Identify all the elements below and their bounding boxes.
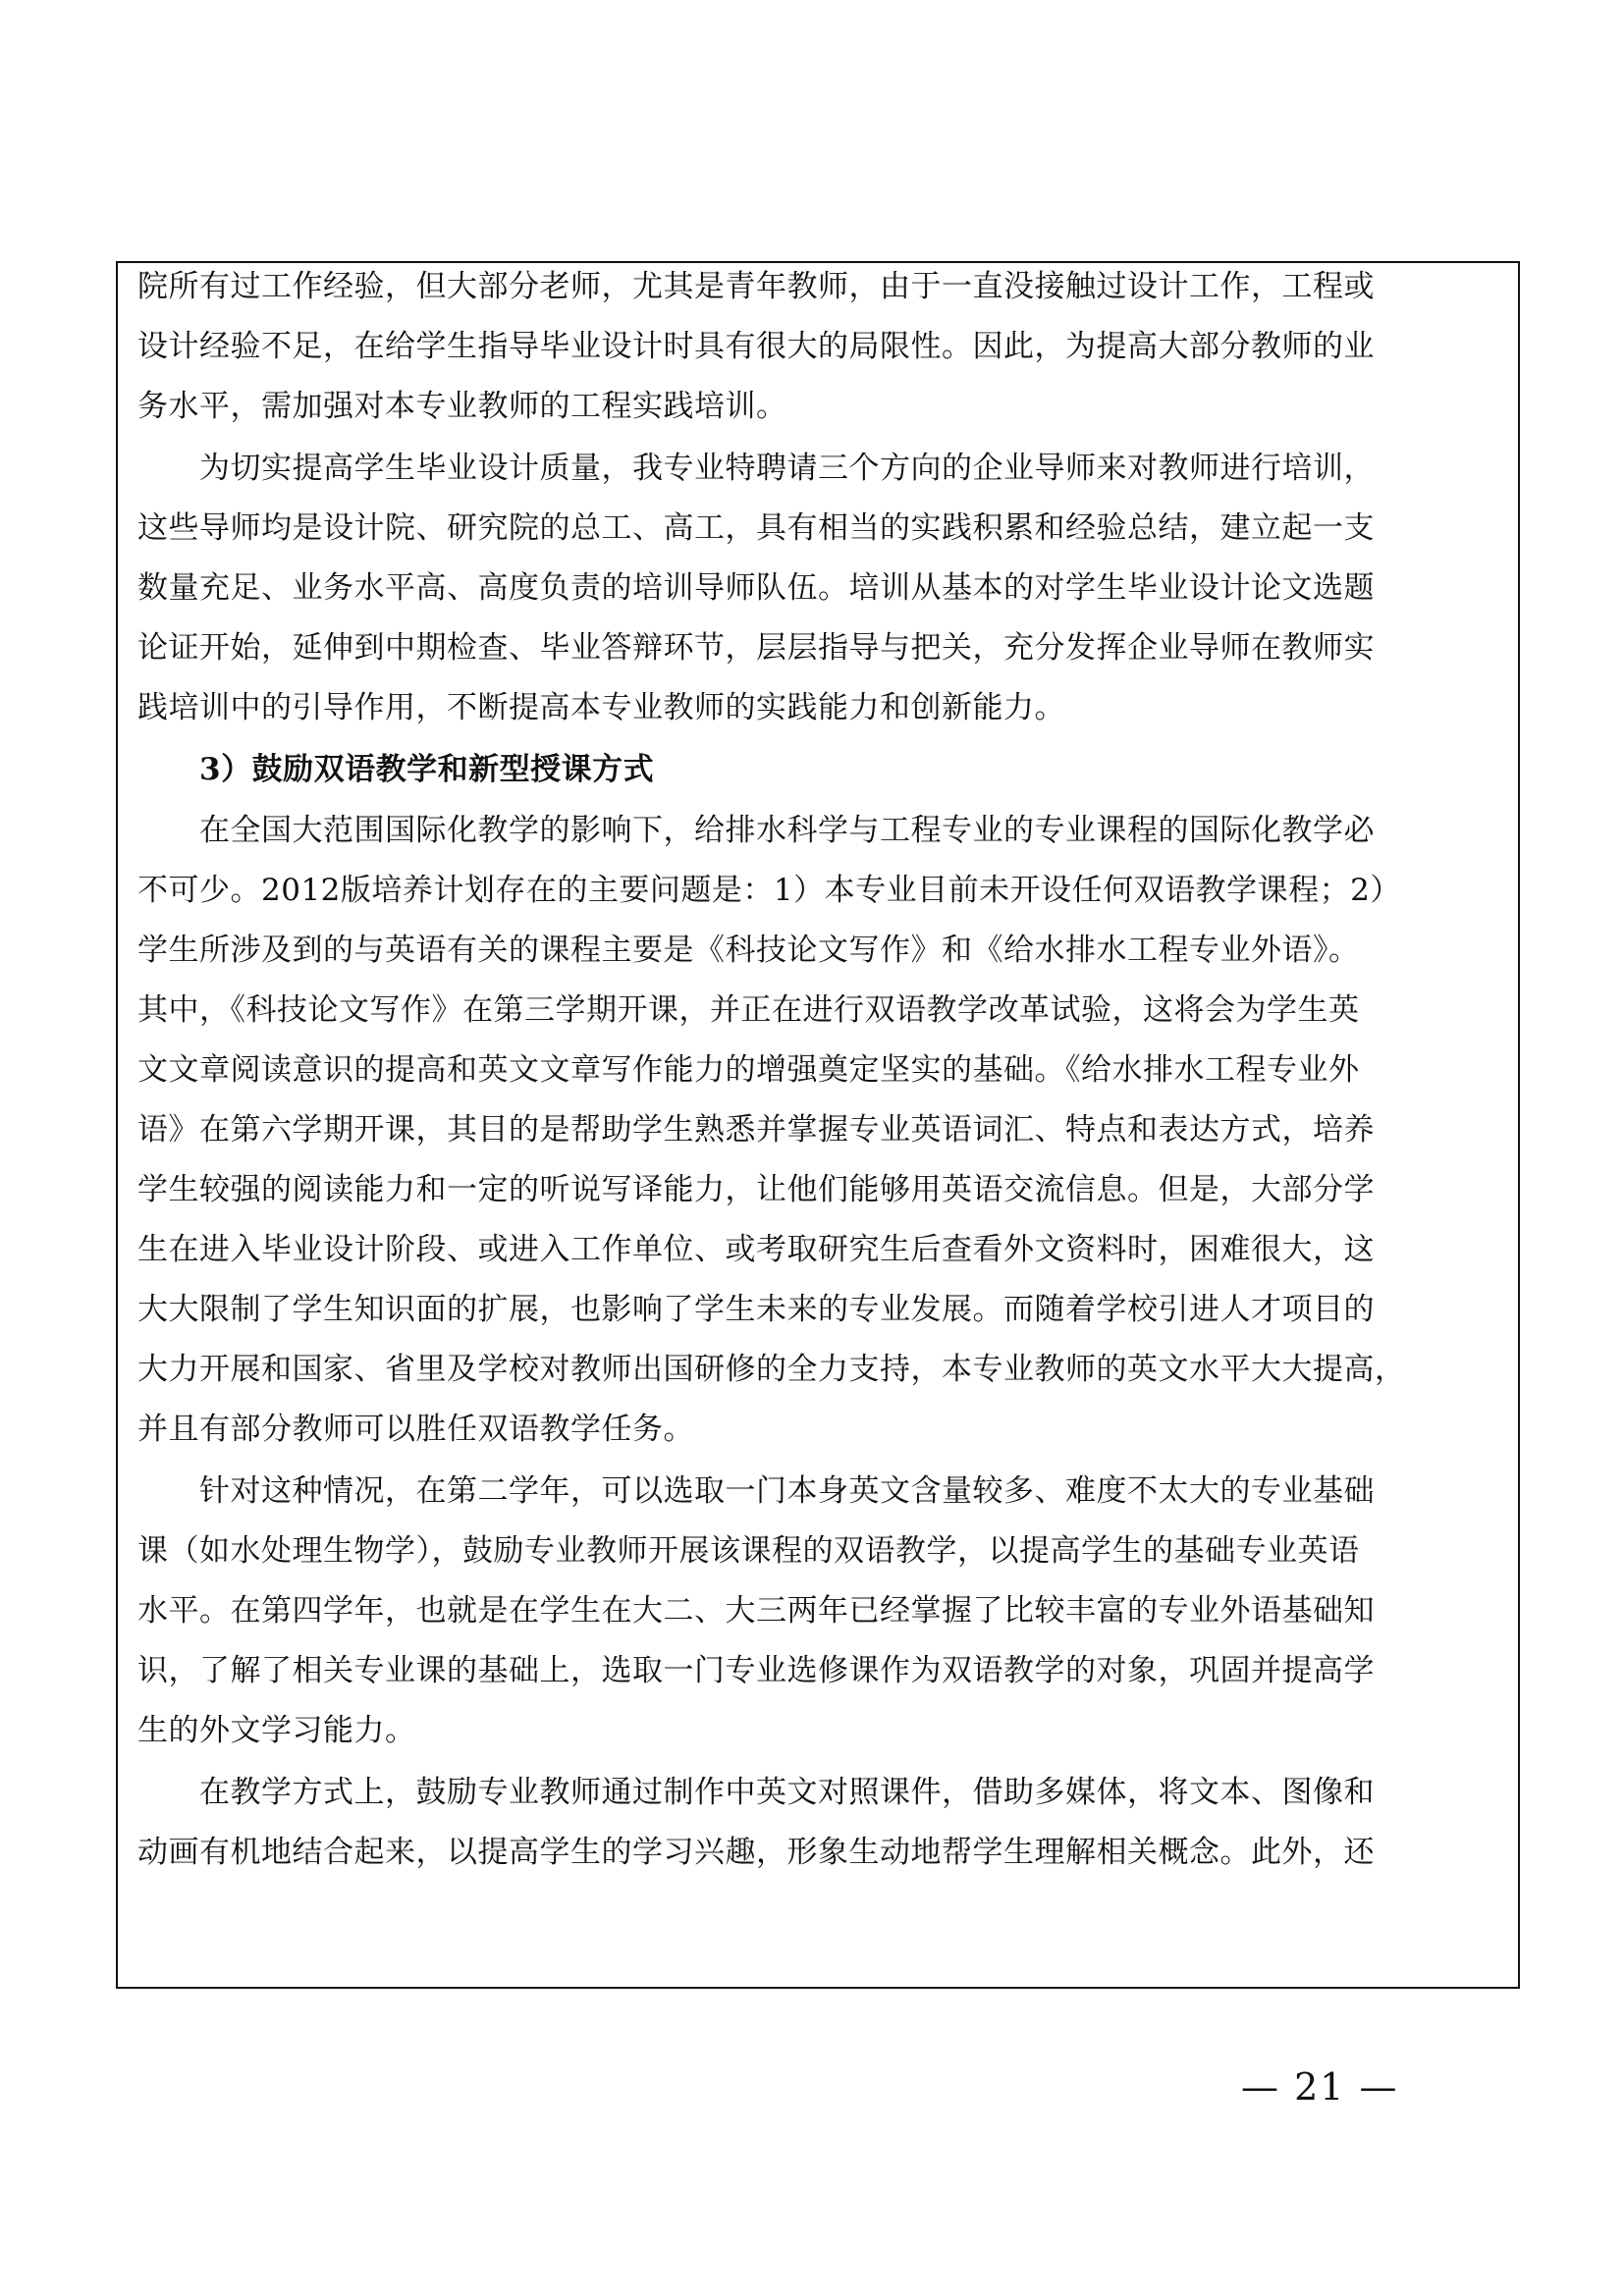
text-line: 课（如水处理生物学），鼓励专业教师开展该课程的双语教学，以提高学生的基础专业英语 (137, 1533, 1360, 1569)
text-line: 不可少。2012版培养计划存在的主要问题是：1）本专业目前未开设任何双语教学课程；2） (137, 873, 1401, 908)
text-line: 大力开展和国家、省里及学校对教师出国研修的全力支持，本专业教师的英文水平大大提高， (137, 1352, 1406, 1387)
text-line: 院所有过工作经验，但大部分老师，尤其是青年教师，由于一直没接触过设计工作，工程或 (137, 269, 1375, 304)
section-heading: 3）鼓励双语教学和新型授课方式 (137, 752, 655, 787)
text-line: 在教学方式上，鼓励专业教师通过制作中英文对照课件，借助多媒体，将文本、图像和 (137, 1775, 1375, 1810)
text-line: 在全国大范围国际化教学的影响下，给排水科学与工程专业的专业课程的国际化教学必 (137, 813, 1375, 848)
text-line: 生在进入毕业设计阶段、或进入工作单位、或考取研究生后查看外文资料时，困难很大，这 (137, 1232, 1375, 1267)
page-number: — 21 — (1241, 2065, 1399, 2109)
text-line: 数量充足、业务水平高、高度负责的培训导师队伍。培训从基本的对学生毕业设计论文选题 (137, 570, 1375, 606)
text-line: 论证开始，延伸到中期检查、毕业答辩环节，层层指导与把关，充分发挥企业导师在教师实 (137, 630, 1375, 666)
text-line: 为切实提高学生毕业设计质量，我专业特聘请三个方向的企业导师来对教师进行培训， (137, 451, 1375, 486)
text-line: 学生较强的阅读能力和一定的听说写译能力，让他们能够用英语交流信息。但是，大部分学 (137, 1172, 1375, 1207)
text-line: 这些导师均是设计院、研究院的总工、高工，具有相当的实践积累和经验总结，建立起一支 (137, 510, 1375, 546)
text-line: 识，了解了相关专业课的基础上，选取一门专业选修课作为双语教学的对象，巩固并提高学 (137, 1653, 1375, 1688)
text-line: 文文章阅读意识的提高和英文文章写作能力的增强奠定坚实的基础。《给水排水工程专业外 (137, 1052, 1360, 1088)
text-line: 动画有机地结合起来，以提高学生的学习兴趣，形象生动地帮学生理解相关概念。此外，还 (137, 1835, 1375, 1870)
text-line: 其中，《科技论文写作》在第三学期开课，并正在进行双语教学改革试验，这将会为学生英 (137, 992, 1360, 1028)
text-line: 生的外文学习能力。 (137, 1713, 416, 1748)
text-frame (116, 261, 1520, 1989)
text-line: 语》在第六学期开课，其目的是帮助学生熟悉并掌握专业英语词汇、特点和表达方式，培养 (137, 1112, 1375, 1148)
text-line: 学生所涉及到的与英语有关的课程主要是《科技论文写作》和《给水排水工程专业外语》。 (137, 933, 1360, 968)
text-line: 务水平，需加强对本专业教师的工程实践培训。 (137, 389, 787, 424)
text-line: 针对这种情况，在第二学年，可以选取一门本身英文含量较多、难度不太大的专业基础 (137, 1473, 1375, 1509)
text-line: 并且有部分教师可以胜任双语教学任务。 (137, 1412, 694, 1447)
text-line: 设计经验不足，在给学生指导毕业设计时具有很大的局限性。因此，为提高大部分教师的业 (137, 329, 1375, 364)
text-line: 践培训中的引导作用，不断提高本专业教师的实践能力和创新能力。 (137, 690, 1065, 725)
text-line: 大大限制了学生知识面的扩展，也影响了学生未来的专业发展。而随着学校引进人才项目的 (137, 1292, 1375, 1327)
text-line: 水平。在第四学年，也就是在学生在大二、大三两年已经掌握了比较丰富的专业外语基础知 (137, 1593, 1375, 1629)
